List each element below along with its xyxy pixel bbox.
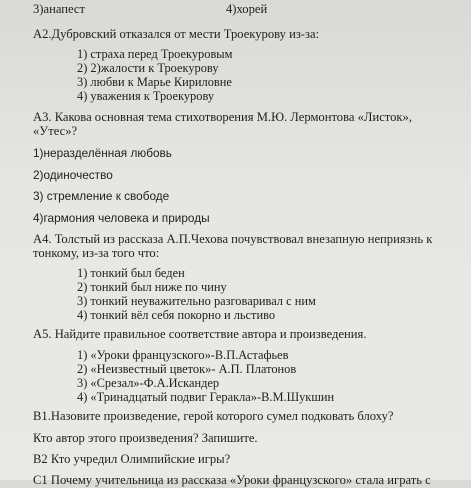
question-c1-cut: С1 Почему учительница из рассказа «Уроки французского» стала играть с [33, 473, 431, 487]
a2-option-2: 2) 2)жалости к Троекурову [77, 61, 219, 75]
question-a4-line2: тонкому, из-за того что: [33, 246, 160, 260]
question-a4-line1: А4. Толстый из рассказа А.П.Чехова почувствовал внезапную неприязнь к [33, 232, 433, 246]
a4-option-2: 2) тонкий был ниже по чину [77, 280, 227, 294]
option-anapest: 3)анапест [33, 2, 85, 16]
a4-option-1: 1) тонкий был беден [77, 266, 185, 280]
a5-option-1: 1) «Уроки французского»-В.П.Астафьев [77, 348, 289, 362]
question-b1: В1.Назовите произведение, герой которого сумел подковать блоху? [33, 409, 394, 423]
a3-option-3: 3) стремление к свободе [33, 189, 170, 203]
question-a2: А2.Дубровский отказался от мести Троекурову из-за: [33, 27, 320, 41]
question-b1-followup: Кто автор этого произведения? Запишите. [33, 431, 258, 445]
a4-option-4: 4) тонкий вёл себя покорно и льстиво [77, 308, 276, 322]
question-a3-line2: «Утес»? [33, 124, 78, 138]
question-a3-line1: А3. Какова основная тема стихотворения М.Ю. Лермонтова «Листок», [33, 110, 412, 124]
a2-option-4: 4) уважения к Троекурову [77, 89, 215, 103]
a3-option-1: 1)неразделённая любовь [33, 146, 172, 160]
a5-option-3: 3) «Срезал»-Ф.А.Искандер [77, 376, 220, 390]
question-b2: В2 Кто учредил Олимпийские игры? [33, 452, 231, 466]
a2-option-1: 1) страха перед Троекуровым [77, 47, 233, 61]
a3-option-2: 2)одиночество [33, 168, 113, 182]
a3-option-4: 4)гармония человека и природы [33, 211, 210, 225]
option-choree: 4)хорей [226, 2, 268, 16]
a5-option-2: 2) «Неизвестный цветок»- А.П. Платонов [77, 362, 297, 376]
a2-option-3: 3) любви к Марье Кириловне [77, 75, 232, 89]
a5-option-4: 4) «Тринадцатый подвиг Геракла»-В.М.Шукшин [77, 390, 335, 404]
a4-option-3: 3) тонкий неуважительно разговаривал с ним [77, 294, 316, 308]
question-a5: А5. Найдите правильное соответствие автора и произведения. [33, 327, 367, 341]
